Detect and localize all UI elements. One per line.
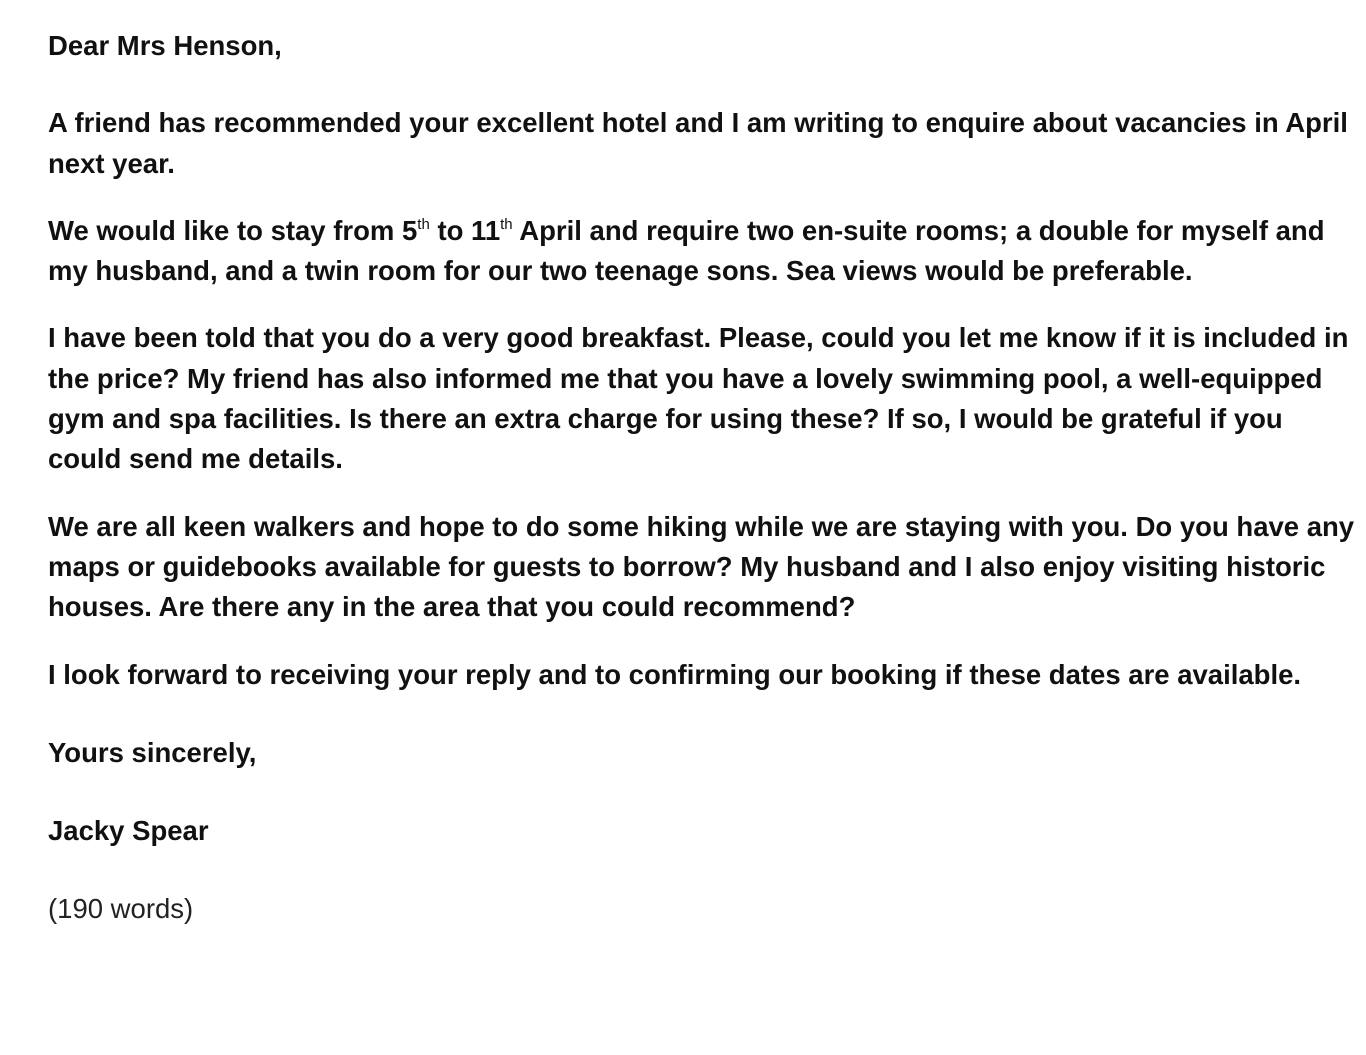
ordinal-suffix-1: th	[417, 215, 430, 233]
paragraph-enquiry: A friend has recommended your excellent hotel and I am writing to enquire about vacancies in April next year.	[48, 107, 1348, 179]
paragraph-2-text-1: We would like to stay from 5	[48, 214, 418, 246]
greeting: Dear Mrs Henson,	[48, 30, 282, 61]
paragraph-closing-remark: I look forward to receiving your reply and to confirming our booking if these dates are available.	[48, 658, 1302, 690]
paragraph-2-text-2: to 11	[429, 214, 501, 246]
paragraph-facilities: I have been told that you do a very good breakfast. Please, could you let me know if it is included in the price? My friend has also informed me that you have a lovely swimming pool, a well-equipped gym and spa facilities. Is there an extra charge for using these? If so, I would be grateful if you could send me details.	[48, 322, 1349, 475]
closing: Yours sincerely,	[48, 736, 257, 768]
word-count: (190 words)	[48, 893, 194, 925]
paragraph-2-text-3: April and require two en-suite rooms; a double for myself and my husband, and a twin room for our two teenage sons. Sea views would be preferable.	[48, 214, 1325, 287]
paragraph-activities: We are all keen walkers and hope to do some hiking while we are staying with you. Do you have any maps or guidebooks available for guests to borrow? My husband and I also enjoy visiting historic houses. Are there any in the area that you could recommend?	[48, 510, 1355, 623]
paragraph-dates-rooms	[48, 211, 1358, 292]
signature: Jacky Spear	[48, 815, 209, 847]
letter-body	[48, 26, 1358, 930]
ordinal-suffix-2: th	[500, 215, 513, 233]
